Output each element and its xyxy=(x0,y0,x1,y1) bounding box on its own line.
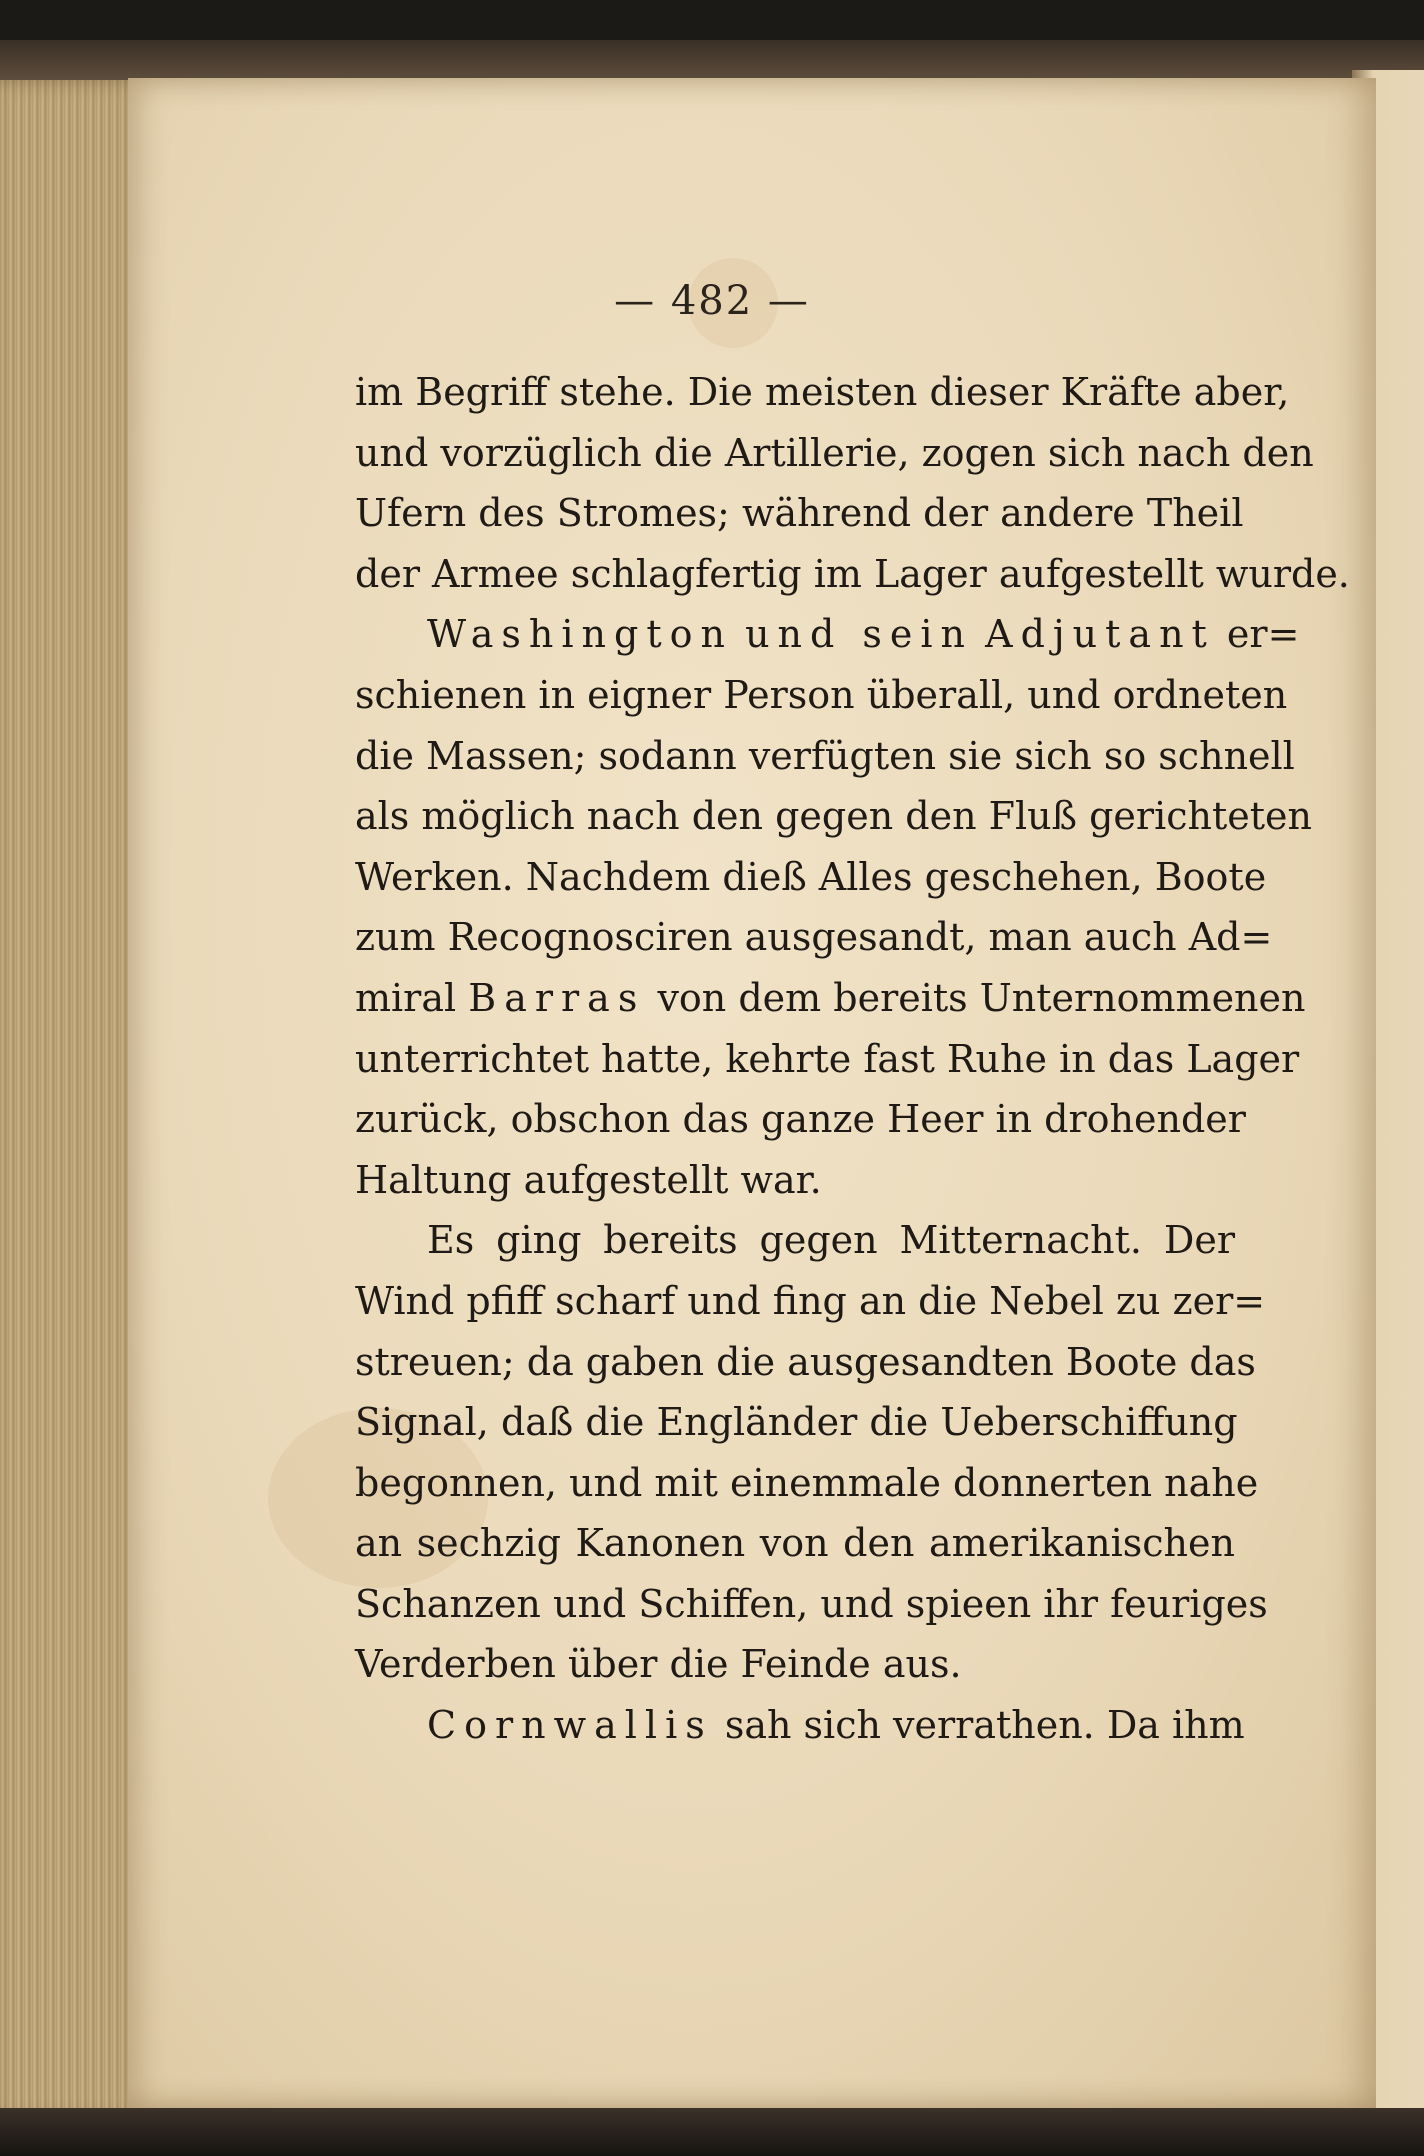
text-line xyxy=(355,1695,1245,1756)
text-fragment: miral xyxy=(355,975,457,1020)
text-line: Haltung aufgestellt war. xyxy=(355,1157,822,1202)
text-fragment: er= xyxy=(1226,612,1300,657)
text-line: Signal, daß die Engländer die Ueberschiffung xyxy=(355,1400,1238,1445)
name-cornwallis: Cornwallis xyxy=(427,1703,713,1748)
text-line: zurück, obschon das ganze Heer in drohender xyxy=(355,1097,1246,1142)
text-line: die Massen; sodann verfügten sie sich so schnell xyxy=(355,733,1295,778)
text-fragment: und sein xyxy=(745,612,974,657)
text-line: im Begriff stehe. Die meisten dieser Kräfte aber, xyxy=(355,370,1290,414)
text-fragment: von dem bereits Unternommenen xyxy=(657,975,1306,1020)
text-line: Wind pfiff scharf und fing an die Nebel zu zer= xyxy=(355,1278,1266,1323)
text-line: Ufern des Stromes; während der andere Theil xyxy=(355,491,1244,536)
body-text xyxy=(355,362,1350,1756)
text-line: der Armee schlagfertig im Lager aufgestellt wurde. xyxy=(355,551,1350,596)
name-barras: Barras xyxy=(468,975,646,1020)
text-line: als möglich nach den gegen den Fluß gerichteten xyxy=(355,794,1312,839)
name-adjutant: Adjutant xyxy=(985,612,1215,657)
text-line: Verderben über die Feinde aus. xyxy=(355,1642,962,1687)
text-line: Es ging bereits gegen Mitternacht. Der xyxy=(427,1218,1235,1263)
text-line: schienen in eigner Person überall, und ordneten xyxy=(355,672,1288,717)
name-washington: Washington xyxy=(427,612,733,657)
page-number: — 482 — xyxy=(614,278,810,324)
text-line xyxy=(355,604,1300,665)
text-line: und vorzüglich die Artillerie, zogen sich nach den xyxy=(355,430,1314,475)
text-line xyxy=(355,968,1306,1029)
bottom-cover-edge xyxy=(0,2108,1424,2156)
text-line: Werken. Nachdem dieß Alles geschehen, Boote xyxy=(355,854,1267,899)
text-line: zum Recognosciren ausgesandt, man auch Ad= xyxy=(355,915,1273,960)
text-fragment: sah sich verrathen. Da ihm xyxy=(724,1703,1245,1748)
text-line: an sechzig Kanonen von den amerikanischen xyxy=(355,1521,1235,1566)
text-line: begonnen, und mit einemmale donnerten nahe xyxy=(355,1460,1259,1505)
text-line: unterrichtet hatte, kehrte fast Ruhe in das Lager xyxy=(355,1036,1300,1081)
text-line: streuen; da gaben die ausgesandten Boote das xyxy=(355,1339,1256,1384)
text-line: Schanzen und Schiffen, und spieen ihr feuriges xyxy=(355,1581,1268,1626)
